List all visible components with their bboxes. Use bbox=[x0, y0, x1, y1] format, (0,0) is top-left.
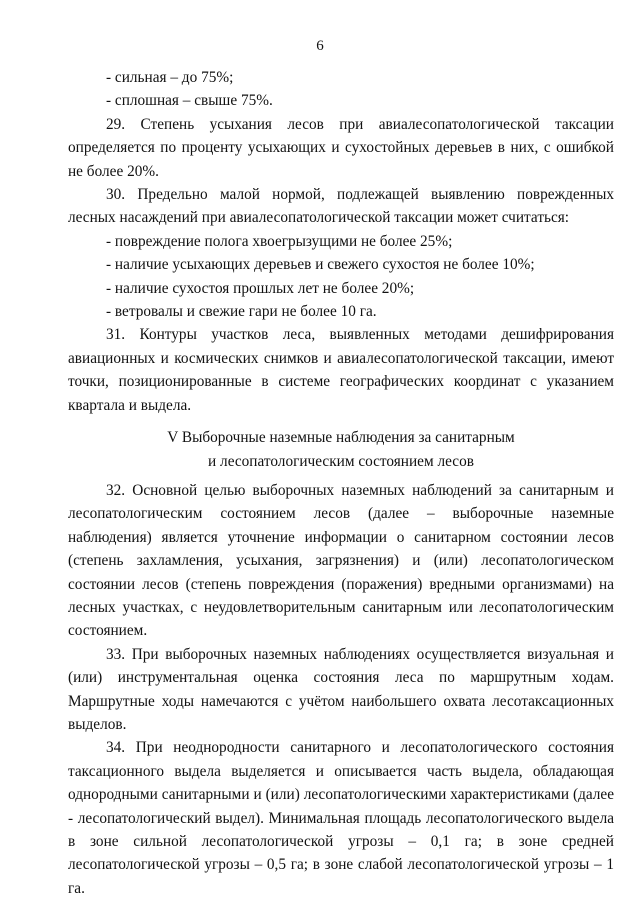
list-item: - сильная – до 75%; bbox=[106, 69, 234, 86]
list-item: - повреждение полога хвоегрызущими не более 25%; bbox=[106, 232, 453, 250]
page-number: 6 bbox=[316, 38, 324, 54]
paragraph-34: 34. При неоднородности санитарного и лесопатологического состояния таксационного выдела выделяется и описывается часть выдела, обладающая однородными санитарными и (или) лесопатологическими характеристиками (далее - лесопатологический выдел). Минимальная площадь лесопатологического выдела в зоне сильной лесопатологической угрозы – 0,1 га; в зоне средней лесопатологической угрозы – 0,5 га; в зоне слабой лесопатологической угрозы – 1 га. bbox=[68, 739, 614, 897]
paragraph-33: 33. При выборочных наземных наблюдениях осуществляется визуальная и (или) инструментальная оценка состояния леса по маршрутным ходам. Маршрутные ходы намечаются с учётом наибольшего охвата лесотаксационных выделов. bbox=[68, 645, 614, 733]
paragraph-30: 30. Предельно малой нормой, подлежащей выявлению поврежденных лесных насаждений при авиалесопатологической таксации может считаться: bbox=[68, 186, 614, 227]
section-heading-line-2: и лесопатологическим состоянием лесов bbox=[208, 452, 474, 470]
paragraph-29: 29. Степень усыхания лесов при авиалесопатологической таксации определяется по проценту усыхающих и сухостойных деревьев в них, с ошибкой не более 20%. bbox=[68, 115, 614, 180]
paragraph-31: 31. Контуры участков леса, выявленных методами дешифрирования авиационных и космических снимков и авиалесопатологической таксации, имеют точки, позиционированные в системе географических координат с указанием квартала и выдела. bbox=[68, 326, 614, 414]
list-item: - ветровалы и свежие гари не более 10 га. bbox=[106, 303, 377, 321]
paragraph-32: 32. Основной целью выборочных наземных наблюдений за санитарным и лесопатологическим состоянием лесов (далее – выборочные наземные наблюдения) является уточнение информации о санитарном состоянии лесов (степень захламления, усыхания, загрязнения) и (или) лесопатологическом состоянии лесов (степень повреждения (поражения) вредными организмами) на лесных участках, с неудовлетворительным санитарным или лесопатологическим состоянием. bbox=[68, 481, 614, 640]
document-body bbox=[68, 66, 614, 900]
list-item: - наличие усыхающих деревьев и свежего сухостоя не более 10%; bbox=[106, 256, 535, 274]
section-heading-line-1: V Выборочные наземные наблюдения за санитарным bbox=[167, 429, 515, 447]
section-heading bbox=[68, 426, 614, 473]
list-item: - сплошная – свыше 75%. bbox=[106, 92, 273, 110]
list-item: - наличие сухостоя прошлых лет не более 20%; bbox=[106, 279, 415, 297]
